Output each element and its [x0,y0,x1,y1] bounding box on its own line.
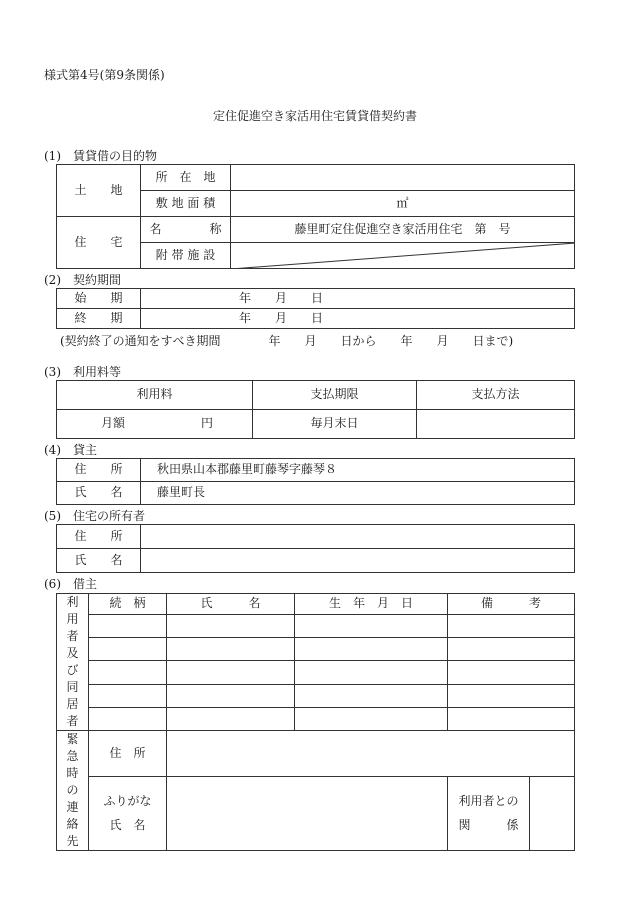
section3-heading: (3) 利用料等 [44,365,121,379]
deadline-value: 毎月末日 [253,410,417,439]
resident-row [57,684,575,707]
lessor-name-value: 藤里町長 [141,482,575,505]
emg-address-label: 住 所 [89,731,167,777]
house-label: 住 宅 [57,217,141,269]
relation-header: 続 柄 [89,594,167,615]
fee-header: 利用料 [57,381,253,410]
emergency-contact-label: 緊 急 時 の 連 絡 先 [57,731,89,851]
method-value [417,410,575,439]
area-label: 敷 地 面 積 [141,191,231,217]
emg-relation-label: 利用者との 関 係 [448,776,530,850]
section5-heading: (5) 住宅の所有者 [44,509,145,523]
start-date: 年 月 日 [141,289,575,309]
method-header: 支払方法 [417,381,575,410]
end-date: 年 月 日 [141,309,575,329]
contract-period-table [56,288,575,329]
end-label: 終 期 [57,309,141,329]
notice-period: (契約終了の通知をすべき期間 年 月 日から 年 月 日まで) [60,334,514,348]
section1-heading: (1) 賃貸借の目的物 [44,149,157,163]
fees-table [56,380,575,439]
section6-heading: (6) 借主 [44,577,97,591]
lessor-table [56,458,575,505]
lessor-address-value: 秋田県山本郡藤里町藤琴字藤琴８ [141,459,575,482]
resident-row [57,638,575,661]
lessor-name-label: 氏 名 [57,482,141,505]
resident-row [57,615,575,638]
section4-heading: (4) 貸主 [44,443,97,457]
owner-table [56,524,575,573]
owner-address-value [141,525,575,549]
document-title: 定住促進空き家活用住宅賃貸借契約書 [212,109,417,123]
emg-address-value [167,731,575,777]
area-value [231,191,575,217]
resident-row [57,661,575,684]
resident-row [57,707,575,730]
lessor-address-label: 住 所 [57,459,141,482]
birthdate-header: 生 年 月 日 [295,594,448,615]
monthly-fee-cell [57,410,253,439]
diagonal-strike-line [231,243,575,269]
section2-heading: (2) 契約期間 [44,273,121,287]
emg-name-value [167,776,448,850]
remarks-header: 備 考 [448,594,575,615]
emg-name-label: ふりがな 氏 名 [89,776,167,850]
emg-relation-value [530,776,575,850]
area-unit: ㎡ [396,195,409,210]
target-property-table [56,164,575,269]
residents-label: 利 用 者 及 び 同 居 者 [57,594,89,731]
name-label: 名 称 [141,217,231,243]
facility-value [231,243,575,269]
owner-name-value [141,549,575,573]
name-value: 藤里町定住促進空き家活用住宅 第 号 [231,217,575,243]
owner-address-label: 住 所 [57,525,141,549]
name-header: 氏 名 [167,594,295,615]
deadline-header: 支払期限 [253,381,417,410]
facility-label: 附 帯 施 設 [141,243,231,269]
yen-unit: 円 [201,416,214,431]
start-label: 始 期 [57,289,141,309]
land-label: 土 地 [57,165,141,217]
lessee-table [56,593,575,851]
monthly-label: 月額 [101,416,126,431]
form-number: 様式第4号(第9条関係) [44,68,165,82]
location-label: 所 在 地 [141,165,231,191]
owner-name-label: 氏 名 [57,549,141,573]
location-value [231,165,575,191]
